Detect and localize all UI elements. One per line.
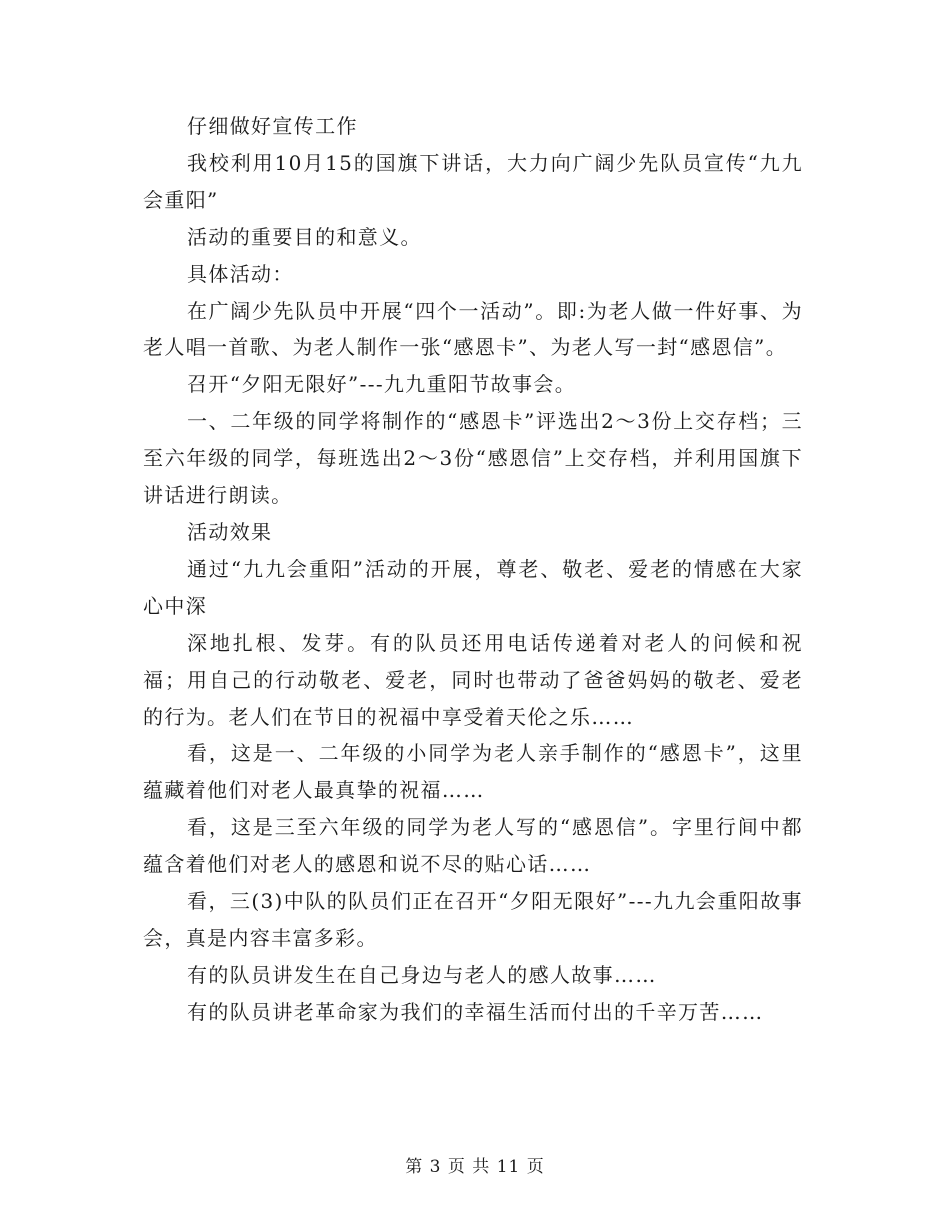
paragraph-story-meeting: 召开“夕阳无限好”---九九重阳节故事会。 [187, 372, 577, 397]
paragraph-card-selection: 一、二年级的同学将制作的“感恩卡”评选出2～3份上交存档；三至六年级的同学，每班选出2～3份“感恩信”上交存档，并利用国旗下讲话进行朗读。 [143, 409, 803, 508]
document-body [143, 108, 803, 1031]
paragraph-stories-revolutionary: 有的队员讲老革命家为我们的幸福生活而付出的千辛万苦…… [187, 999, 764, 1024]
paragraph-four-ones: 在广阔少先队员中开展“四个一活动”。即:为老人做一件好事、为老人唱一首歌、为老人制作一张“感恩卡”、为老人写一封“感恩信”。 [143, 298, 803, 360]
paragraph-class-meeting: 看，三(3)中队的队员们正在召开“夕阳无限好”---九九会重阳故事会，真是内容丰富多彩。 [143, 889, 803, 950]
paragraph-activities-heading: 具体活动： [187, 261, 294, 286]
paragraph-effects-intro: 通过“九九会重阳”活动的开展，尊老、敬老、爱老的情感在大家心中深 [143, 556, 803, 618]
paragraph-publicity-heading: 仔细做好宣传工作 [187, 114, 358, 138]
paragraph-stories-nearby: 有的队员讲发生在自己身边与老人的感人故事…… [187, 962, 657, 987]
paragraph-purpose: 活动的重要目的和意义。 [187, 224, 422, 249]
paragraph-gratitude-cards: 看，这是一、二年级的小同学为老人亲手制作的“感恩卡”，这里蕴藏着他们对老人最真挚的祝福…… [143, 741, 803, 803]
paragraph-gratitude-letters: 看，这是三至六年级的同学为老人写的“感恩信”。字里行间中都蕴含着他们对老人的感恩和说不尽的贴心话…… [143, 815, 803, 877]
paragraph-flag-speech: 我校利用10月15的国旗下讲话，大力向广阔少先队员宣传“九九会重阳” [143, 150, 803, 212]
page-number-footer: 第 3 页 共 11 页 [405, 1157, 545, 1177]
paragraph-effects-heading: 活动效果 [187, 519, 273, 544]
paragraph-effects-detail: 深地扎根、发芽。有的队员还用电话传递着对老人的问候和祝福；用自己的行动敬老、爱老，同时也带动了爸爸妈妈的敬老、爱老的行为。老人们在节日的祝福中享受着天伦之乐…… [143, 630, 803, 729]
